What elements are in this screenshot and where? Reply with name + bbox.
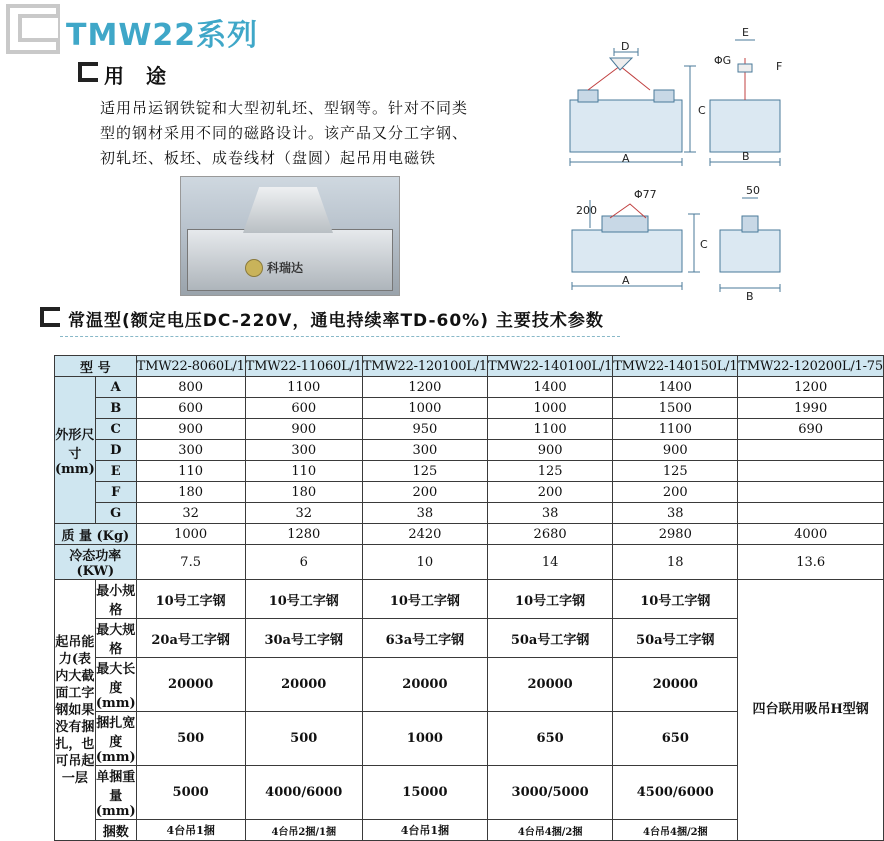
dims-label: 外形尺寸 bbox=[55, 427, 95, 462]
dim-value: 1100 bbox=[488, 419, 613, 440]
dim-value: 125 bbox=[488, 461, 613, 482]
dim-value: 1000 bbox=[362, 398, 487, 419]
power-value: 6 bbox=[245, 545, 362, 580]
dim-value: 900 bbox=[136, 419, 245, 440]
dim-key: E bbox=[95, 461, 136, 482]
dim-value: 110 bbox=[136, 461, 245, 482]
dim-value: 1990 bbox=[738, 398, 884, 419]
lift-value: 650 bbox=[488, 712, 613, 766]
dim-value: 900 bbox=[245, 419, 362, 440]
front-view-body bbox=[570, 100, 682, 152]
front-view-body-2 bbox=[572, 230, 682, 272]
lift-value: 3000/5000 bbox=[488, 766, 613, 820]
dim-key: A bbox=[95, 377, 136, 398]
lift-row-label: 捆数 bbox=[95, 820, 136, 841]
lift-value: 500 bbox=[245, 712, 362, 766]
dim-value bbox=[738, 482, 884, 503]
model-cell: TMW22-120100L/1 bbox=[362, 356, 487, 377]
lift-value: 10号工字钢 bbox=[362, 580, 487, 619]
table-row bbox=[55, 419, 884, 440]
table-row bbox=[55, 461, 884, 482]
dim-value: 300 bbox=[362, 440, 487, 461]
lift-row-label: 捆扎宽度(mm) bbox=[95, 712, 136, 766]
side-view-body bbox=[710, 100, 780, 152]
lift-value: 50a号工字钢 bbox=[488, 619, 613, 658]
dim-label-b: B bbox=[742, 150, 750, 163]
dim-label-c2: C bbox=[700, 238, 708, 251]
dim-label-c: C bbox=[698, 104, 706, 117]
dim-value: 1500 bbox=[613, 398, 738, 419]
dim-value: 38 bbox=[613, 503, 738, 524]
lift-value: 4台吊4捆/2捆 bbox=[488, 820, 613, 841]
photo-brand: 科瑞达 bbox=[267, 261, 304, 275]
table-row bbox=[55, 580, 884, 619]
lift-value: 500 bbox=[136, 712, 245, 766]
product-photo bbox=[180, 176, 400, 296]
usage-description bbox=[100, 96, 540, 171]
spec-heading: 常温型(额定电压DC-220V，通电持续率TD-60%) 主要技术参数 bbox=[68, 311, 604, 331]
dims-unit: (mm) bbox=[55, 461, 95, 477]
lift-value: 4台吊1捆 bbox=[362, 820, 487, 841]
mass-value: 1280 bbox=[245, 524, 362, 545]
series-title: TMW22系列 bbox=[66, 18, 259, 53]
lift-value: 5000 bbox=[136, 766, 245, 820]
model-label: 型 号 bbox=[55, 356, 137, 377]
lift-label: 起吊能力(表内大截面工字钢如果没有捆扎，也可吊起一层 bbox=[55, 580, 96, 841]
spec-table bbox=[54, 355, 884, 841]
model-cell: TMW22-140100L/1 bbox=[488, 356, 613, 377]
side-view-body-2 bbox=[720, 230, 780, 272]
dim-value: 110 bbox=[245, 461, 362, 482]
section-mark-icon bbox=[78, 62, 98, 82]
dim-key: D bbox=[95, 440, 136, 461]
lift-value: 10号工字钢 bbox=[136, 580, 245, 619]
dim-value: 200 bbox=[613, 482, 738, 503]
dim-value: 690 bbox=[738, 419, 884, 440]
lift-note: 四台联用吸吊H型钢 bbox=[738, 580, 884, 841]
lift-value: 20000 bbox=[362, 658, 487, 712]
brand-emblem-icon bbox=[245, 259, 263, 277]
power-value: 13.6 bbox=[738, 545, 884, 580]
table-row bbox=[55, 377, 884, 398]
dim-value: 800 bbox=[136, 377, 245, 398]
lift-row-label: 最小规格 bbox=[95, 580, 136, 619]
table-row bbox=[55, 482, 884, 503]
usage-line: 适用吊运钢铁锭和大型初轧坯、型钢等。针对不同类 bbox=[100, 99, 469, 117]
section-mark-icon bbox=[40, 307, 60, 327]
mass-row bbox=[55, 524, 884, 545]
power-value: 10 bbox=[362, 545, 487, 580]
dim-value: 38 bbox=[362, 503, 487, 524]
lift-value: 15000 bbox=[362, 766, 487, 820]
dim-value: 1200 bbox=[362, 377, 487, 398]
dim-label-e: E bbox=[742, 26, 749, 39]
usage-line: 初轧坯、板坯、成卷线材（盘圆）起吊用电磁铁 bbox=[100, 149, 437, 167]
power-value: 7.5 bbox=[136, 545, 245, 580]
magnet-hood bbox=[243, 187, 333, 233]
dim-label-50: 50 bbox=[746, 184, 760, 197]
lift-value: 650 bbox=[613, 712, 738, 766]
dim-label-a2: A bbox=[622, 274, 630, 287]
dim-value: 600 bbox=[136, 398, 245, 419]
dims-label-cell bbox=[55, 377, 96, 524]
model-row bbox=[55, 356, 884, 377]
mass-label: 质 量 (Kg) bbox=[55, 524, 137, 545]
dim-value: 180 bbox=[245, 482, 362, 503]
dim-key: B bbox=[95, 398, 136, 419]
dim-value bbox=[738, 440, 884, 461]
dim-value: 38 bbox=[488, 503, 613, 524]
lift-value: 4台吊4捆/2捆 bbox=[613, 820, 738, 841]
model-cell: TMW22-120200L/1-75 bbox=[738, 356, 884, 377]
lift-value: 10号工字钢 bbox=[613, 580, 738, 619]
lift-value: 20a号工字钢 bbox=[136, 619, 245, 658]
power-row bbox=[55, 545, 884, 580]
dim-value: 900 bbox=[613, 440, 738, 461]
lift-value: 63a号工字钢 bbox=[362, 619, 487, 658]
dim-value bbox=[738, 503, 884, 524]
dim-value: 1400 bbox=[613, 377, 738, 398]
dim-value: 180 bbox=[136, 482, 245, 503]
dim-label-phi77: Φ77 bbox=[634, 188, 657, 201]
dim-value: 300 bbox=[136, 440, 245, 461]
dim-label-b2: B bbox=[746, 290, 754, 303]
lift-value: 1000 bbox=[362, 712, 487, 766]
dim-key: C bbox=[95, 419, 136, 440]
dim-value: 32 bbox=[245, 503, 362, 524]
dim-value bbox=[738, 461, 884, 482]
lift-value: 10号工字钢 bbox=[245, 580, 362, 619]
dim-key: F bbox=[95, 482, 136, 503]
dim-value: 1200 bbox=[738, 377, 884, 398]
dim-label-a: A bbox=[622, 152, 630, 165]
dim-value: 1400 bbox=[488, 377, 613, 398]
lift-value: 30a号工字钢 bbox=[245, 619, 362, 658]
mass-value: 1000 bbox=[136, 524, 245, 545]
dim-value: 600 bbox=[245, 398, 362, 419]
dim-label-200: 200 bbox=[576, 204, 597, 217]
usage-heading: 用途 bbox=[104, 64, 188, 88]
dim-value: 200 bbox=[362, 482, 487, 503]
dim-value: 950 bbox=[362, 419, 487, 440]
mass-value: 2980 bbox=[613, 524, 738, 545]
lift-value: 20000 bbox=[488, 658, 613, 712]
power-value: 14 bbox=[488, 545, 613, 580]
model-cell: TMW22-140150L/1 bbox=[613, 356, 738, 377]
dim-value: 125 bbox=[362, 461, 487, 482]
dim-value: 1100 bbox=[613, 419, 738, 440]
usage-line: 型的钢材采用不同的磁路设计。该产品又分工字钢、 bbox=[100, 124, 469, 142]
lift-row-label: 最大规格 bbox=[95, 619, 136, 658]
model-cell: TMW22-8060L/1 bbox=[136, 356, 245, 377]
dim-label-f: F bbox=[776, 60, 783, 73]
mass-value: 2420 bbox=[362, 524, 487, 545]
series-logo-inner bbox=[18, 14, 58, 42]
dim-value: 32 bbox=[136, 503, 245, 524]
lift-value: 20000 bbox=[245, 658, 362, 712]
lift-value: 4500/6000 bbox=[613, 766, 738, 820]
dim-label-phig: ΦG bbox=[714, 54, 732, 67]
section-divider bbox=[60, 336, 620, 338]
power-label: 冷态功率(KW) bbox=[55, 545, 137, 580]
dim-value: 900 bbox=[488, 440, 613, 461]
lift-value: 20000 bbox=[613, 658, 738, 712]
lift-value: 4000/6000 bbox=[245, 766, 362, 820]
lift-value: 10号工字钢 bbox=[488, 580, 613, 619]
dimension-diagram bbox=[550, 18, 800, 308]
table-row bbox=[55, 398, 884, 419]
dim-value: 300 bbox=[245, 440, 362, 461]
dim-label-d: D bbox=[621, 40, 630, 53]
mass-value: 4000 bbox=[738, 524, 884, 545]
mass-value: 2680 bbox=[488, 524, 613, 545]
lift-row-label: 单捆重量(mm) bbox=[95, 766, 136, 820]
dim-value: 1000 bbox=[488, 398, 613, 419]
model-cell: TMW22-11060L/1 bbox=[245, 356, 362, 377]
table-row bbox=[55, 503, 884, 524]
power-value: 18 bbox=[613, 545, 738, 580]
dim-key: G bbox=[95, 503, 136, 524]
lift-value: 20000 bbox=[136, 658, 245, 712]
dim-value: 125 bbox=[613, 461, 738, 482]
table-row bbox=[55, 440, 884, 461]
dim-value: 1100 bbox=[245, 377, 362, 398]
lift-value: 4台吊2捆/1捆 bbox=[245, 820, 362, 841]
dim-value: 200 bbox=[488, 482, 613, 503]
lift-value: 50a号工字钢 bbox=[613, 619, 738, 658]
lift-value: 4台吊1捆 bbox=[136, 820, 245, 841]
lift-row-label: 最大长度(mm) bbox=[95, 658, 136, 712]
